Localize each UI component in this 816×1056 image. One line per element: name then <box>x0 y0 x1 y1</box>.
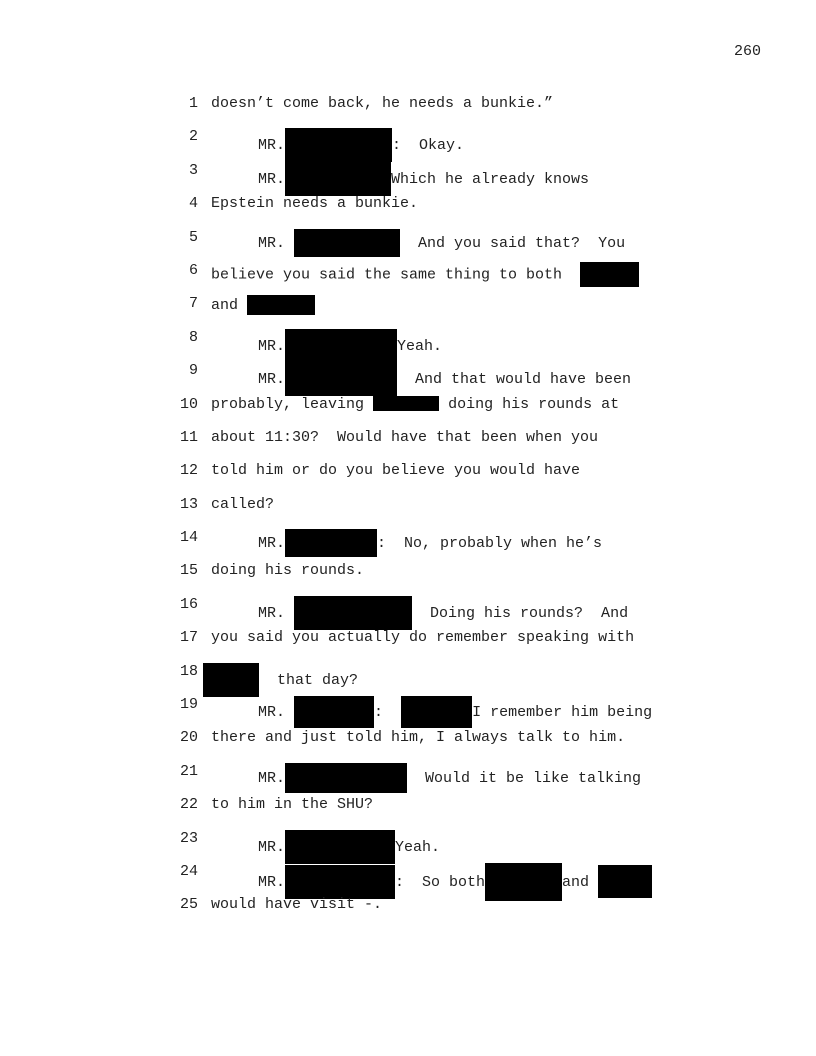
line-text: Epstein needs a bunkie. <box>211 195 419 213</box>
redaction-box <box>203 663 259 697</box>
line-number: 15 <box>179 562 198 580</box>
line-text: called? <box>211 495 275 513</box>
line-text: MR. : So both and <box>211 863 652 901</box>
transcript-line <box>0 863 816 896</box>
redaction-box <box>285 362 397 396</box>
line-number: 22 <box>179 796 198 814</box>
redaction-box <box>285 128 392 162</box>
redaction-box <box>285 763 407 793</box>
transcript-line <box>0 663 816 696</box>
transcript-line <box>0 95 816 128</box>
line-number: 16 <box>179 595 198 613</box>
line-number: 2 <box>188 128 198 146</box>
line-number: 4 <box>188 195 198 213</box>
transcript-line <box>0 295 816 328</box>
transcript-line <box>0 596 816 629</box>
line-number: 12 <box>179 462 198 480</box>
transcript-line <box>0 562 816 595</box>
line-text: MR. Which he already knows <box>211 162 589 196</box>
line-number: 9 <box>188 362 198 380</box>
line-number: 25 <box>179 896 198 914</box>
line-text: MR. And you said that? You <box>211 229 625 257</box>
transcript-line <box>0 462 816 495</box>
line-text: to him in the SHU? <box>211 796 374 814</box>
transcript-line <box>0 396 816 429</box>
transcript-line <box>0 763 816 796</box>
line-number: 3 <box>188 161 198 179</box>
line-text: MR. Yeah. <box>211 329 442 363</box>
line-number: 14 <box>179 529 198 547</box>
line-text: MR. Doing his rounds? And <box>211 596 628 630</box>
transcript-line <box>0 162 816 195</box>
line-text: doesn’t come back, he needs a bunkie.” <box>211 95 554 112</box>
line-number: 6 <box>188 261 198 279</box>
transcript-body <box>0 95 816 930</box>
page-number: 260 <box>734 43 762 60</box>
redaction-box <box>401 696 472 728</box>
line-text: probably, leaving doing his rounds at <box>211 395 620 413</box>
redaction-box <box>285 529 377 557</box>
line-number: 8 <box>188 328 198 346</box>
line-text: MR. And that would have been <box>211 362 631 396</box>
transcript-line <box>0 796 816 829</box>
transcript-line <box>0 262 816 295</box>
line-number: 18 <box>179 662 198 680</box>
line-text: MR. : I remember him being <box>211 696 652 728</box>
transcript-line <box>0 329 816 362</box>
line-text: MR. : Okay. <box>211 128 464 162</box>
line-number: 11 <box>179 428 198 446</box>
line-text: believe you said the same thing to both <box>211 262 639 287</box>
transcript-line <box>0 629 816 662</box>
line-text: MR. : No, probably when he’s <box>211 529 602 557</box>
transcript-line <box>0 696 816 729</box>
line-number: 20 <box>179 729 198 747</box>
redaction-box <box>294 596 412 630</box>
line-text: doing his rounds. <box>211 562 365 580</box>
line-number: 17 <box>179 629 198 647</box>
line-number: 19 <box>179 696 198 714</box>
line-text: told him or do you believe you would have <box>211 462 581 480</box>
transcript-line <box>0 362 816 395</box>
redaction-box <box>598 865 652 898</box>
redaction-box <box>485 863 562 901</box>
transcript-line <box>0 529 816 562</box>
redaction-box <box>285 865 395 899</box>
line-number: 1 <box>188 95 198 112</box>
line-number: 13 <box>179 495 198 513</box>
transcript-line <box>0 496 816 529</box>
line-number: 5 <box>188 228 198 246</box>
transcript-line <box>0 896 816 929</box>
line-text: you said you actually do remember speaking with <box>211 629 635 647</box>
line-number: 23 <box>179 829 198 847</box>
line-text: about 11:30? Would have that been when you <box>211 428 599 446</box>
line-number: 24 <box>179 862 198 880</box>
transcript-line <box>0 128 816 161</box>
transcript-line <box>0 229 816 262</box>
line-text: that day? <box>203 663 358 697</box>
transcript-line <box>0 729 816 762</box>
redaction-box <box>580 262 639 287</box>
line-text: would have visit -. <box>211 896 383 914</box>
redaction-box <box>285 162 391 196</box>
line-text: MR. Yeah. <box>211 830 440 864</box>
redaction-box <box>247 295 315 315</box>
line-number: 10 <box>179 395 198 413</box>
transcript-line <box>0 429 816 462</box>
redaction-box <box>285 329 397 363</box>
line-text: MR. Would it be like talking <box>211 763 641 793</box>
line-number: 21 <box>179 762 198 780</box>
redaction-box <box>285 830 395 864</box>
line-number: 7 <box>188 295 198 313</box>
redaction-box <box>294 696 374 728</box>
redaction-box <box>294 229 400 257</box>
transcript-line <box>0 830 816 863</box>
redaction-box <box>373 396 439 411</box>
line-text: there and just told him, I always talk to him. <box>211 729 626 747</box>
transcript-line <box>0 195 816 228</box>
line-text: and <box>211 295 315 315</box>
